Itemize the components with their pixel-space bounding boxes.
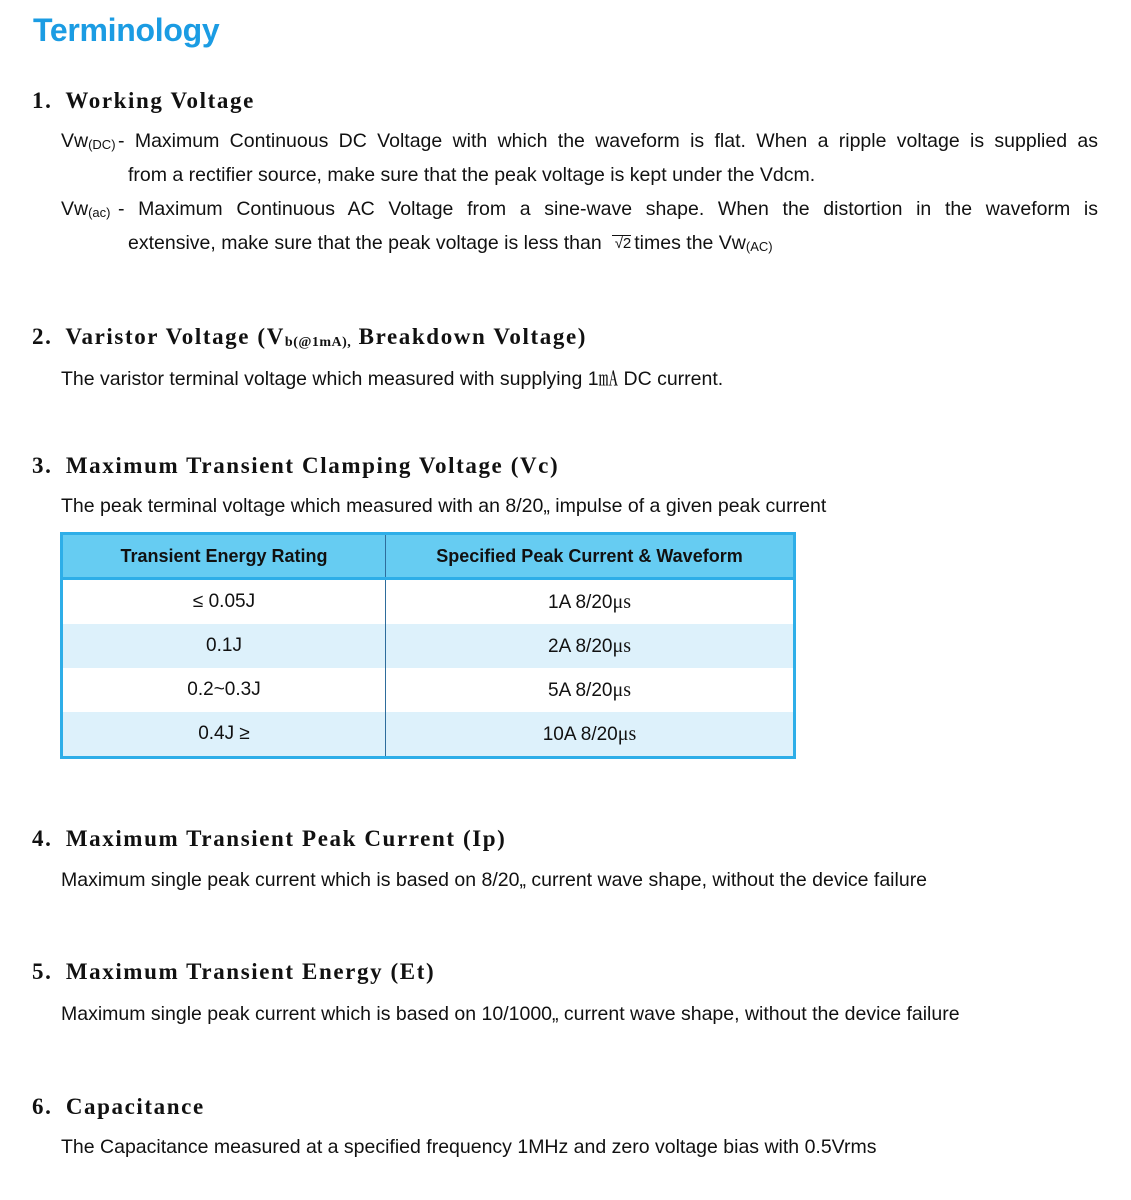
section-heading-clamping-voltage	[32, 453, 559, 479]
section-number: 6.	[32, 1094, 53, 1119]
section-text: The varistor terminal voltage which measured with supplying 1㎃ DC current.	[61, 368, 724, 390]
section-title: Maximum Transient Clamping Voltage (Vc)	[65, 453, 560, 478]
definition-symbol: $Vw_{(ac)}$	[61, 198, 111, 220]
section-title: Capacitance	[65, 1094, 205, 1119]
peak-current-cell: 10A 8/20μs	[386, 712, 795, 758]
section-number: 4.	[32, 826, 53, 851]
table-header-peak-current: Specified Peak Current & Waveform	[386, 534, 795, 579]
section-heading-peak-current	[32, 826, 506, 852]
section-title: Working Voltage	[65, 88, 255, 113]
definition-text-line1: - Maximum Continuous DC Voltage with which the waveform is flat. When a ripple voltage is supplied as	[118, 130, 1098, 152]
section-title: Varistor Voltage ($V_{b(@1mA),}$ Breakdown Voltage)	[65, 324, 588, 350]
energy-rating-cell: 0.2~0.3J	[62, 668, 386, 712]
sqrt-icon: √2	[612, 235, 632, 252]
energy-rating-cell: 0.1J	[62, 624, 386, 668]
peak-current-cell: 2A 8/20μs	[386, 624, 795, 668]
table-row	[62, 579, 795, 625]
table-row	[62, 624, 795, 668]
table-row	[62, 668, 795, 712]
page-title: Terminology	[33, 12, 220, 48]
energy-rating-table	[60, 532, 796, 759]
section-text: The peak terminal voltage which measured with an 8/20„ impulse of a given peak current	[61, 495, 827, 517]
energy-rating-cell: ≤ 0.05J	[62, 579, 386, 625]
section-number: 2.	[32, 324, 53, 349]
section-text: The Capacitance measured at a specified frequency 1MHz and zero voltage bias with 0.5Vrms	[61, 1136, 877, 1158]
table-header-energy-rating: Transient Energy Rating	[62, 534, 386, 579]
section-title: Maximum Transient Peak Current (Ip)	[65, 826, 507, 851]
section-text: Maximum single peak current which is based on 10/1000„ current wave shape, without the device failure	[61, 1003, 960, 1025]
peak-current-cell: 1A 8/20μs	[386, 579, 795, 625]
definition-text-line2: from a rectifier source, make sure that the peak voltage is kept under the Vdcm.	[128, 164, 816, 186]
energy-rating-cell: 0.4J ≥	[62, 712, 386, 758]
section-number: 5.	[32, 959, 53, 984]
definition-symbol: $Vw_{(DC)}$	[61, 130, 116, 152]
section-heading-varistor-voltage	[32, 324, 587, 351]
definition-text-line1: - Maximum Continuous AC Voltage from a sine-wave shape. When the distortion in the waveform is	[118, 198, 1098, 220]
section-heading-transient-energy	[32, 959, 435, 985]
section-number: 3.	[32, 453, 53, 478]
definition-text-line2: extensive, make sure that the peak voltage is less than √2 times the $Vw_{(AC)}$	[128, 232, 773, 254]
table-header-row	[62, 534, 795, 579]
section-number: 1.	[32, 88, 53, 113]
section-heading-working-voltage	[32, 88, 255, 114]
peak-current-cell: 5A 8/20μs	[386, 668, 795, 712]
section-text: Maximum single peak current which is based on 8/20„ current wave shape, without the device failure	[61, 869, 928, 891]
table-row	[62, 712, 795, 758]
section-title: Maximum Transient Energy (Et)	[65, 959, 436, 984]
section-heading-capacitance	[32, 1094, 205, 1120]
